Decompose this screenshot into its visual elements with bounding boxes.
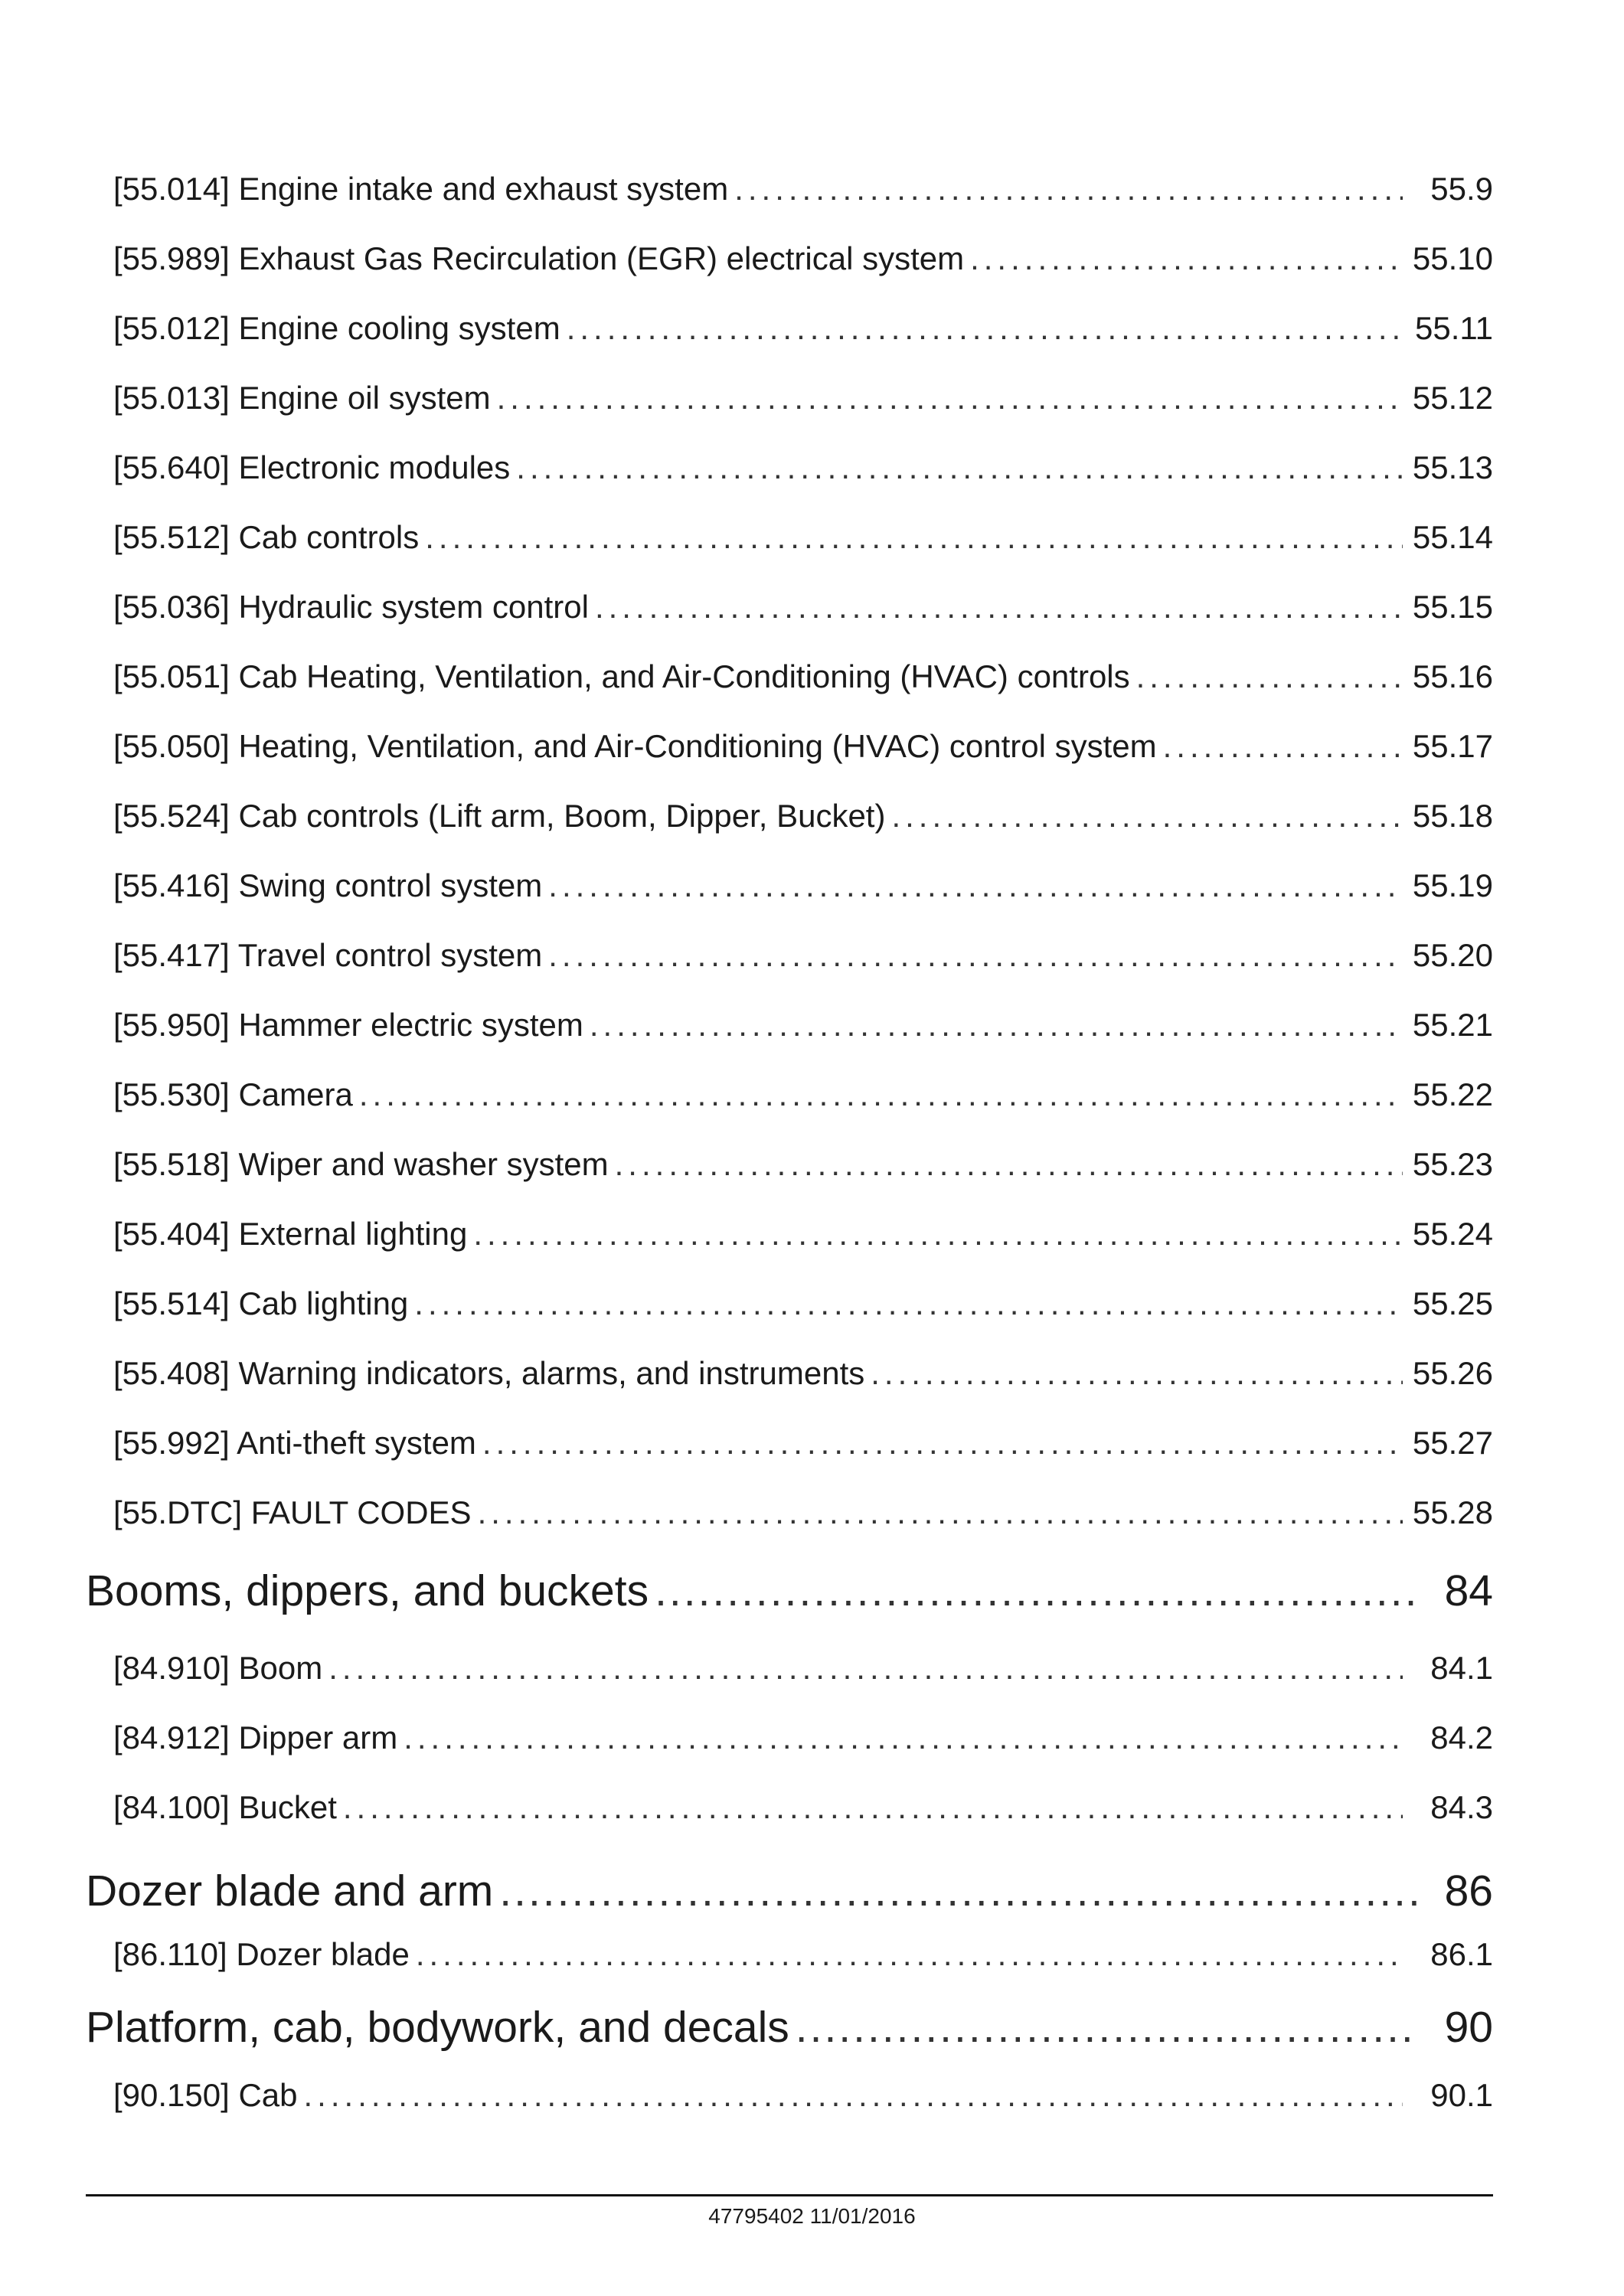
toc-entry-label: [55.051] Cab Heating, Ventilation, and Air-Conditioning (HVAC) controls — [113, 658, 1130, 694]
toc-entry[interactable] — [86, 309, 1493, 379]
toc-entry[interactable] — [86, 1215, 1493, 1285]
leader-dots — [404, 1719, 1403, 1757]
leader-dots — [871, 1354, 1403, 1393]
toc-entry-label: [55.640] Electronic modules — [113, 449, 511, 485]
toc-entry-page: 84.3 — [1430, 1789, 1493, 1825]
toc-entry-page: 55.20 — [1412, 937, 1493, 973]
toc-section-heading[interactable] — [86, 1865, 1493, 1935]
toc-entry-page: 55.14 — [1412, 519, 1493, 555]
leader-dots — [414, 1285, 1403, 1323]
leader-dots — [482, 1424, 1403, 1462]
toc-entry-label: [55.404] External lighting — [113, 1216, 468, 1252]
toc-entry-label: [55.036] Hydraulic system control — [113, 589, 589, 625]
toc-entry[interactable] — [86, 170, 1493, 240]
toc-entry-label: [55.DTC] FAULT CODES — [113, 1494, 472, 1530]
leader-dots — [590, 1006, 1403, 1044]
section-heading-label: Dozer blade and arm — [86, 1867, 494, 1916]
toc-entry-label: [55.416] Swing control system — [113, 867, 543, 903]
table-of-contents — [86, 170, 1493, 2146]
toc-entry-label: [55.417] Travel control system — [113, 937, 543, 973]
toc-entry-page: 55.24 — [1412, 1216, 1493, 1252]
leader-dots — [796, 2001, 1418, 2053]
leader-dots — [328, 1649, 1403, 1687]
toc-entry-label: [55.514] Cab lighting — [113, 1285, 409, 1321]
leader-dots — [473, 1215, 1403, 1253]
toc-entry[interactable] — [86, 240, 1493, 309]
toc-entry-page: 84.2 — [1430, 1720, 1493, 1755]
leader-dots — [655, 1565, 1418, 1617]
toc-entry[interactable] — [86, 1145, 1493, 1215]
toc-entry[interactable] — [86, 658, 1493, 727]
toc-entry[interactable] — [86, 379, 1493, 449]
toc-entry-label: [84.100] Bucket — [113, 1789, 337, 1825]
leader-dots — [304, 2076, 1403, 2115]
leader-dots — [1136, 658, 1403, 696]
toc-entry[interactable] — [86, 1076, 1493, 1145]
toc-entry-label: [55.518] Wiper and washer system — [113, 1146, 609, 1182]
leader-dots — [499, 1865, 1418, 1917]
toc-entry-page: 55.10 — [1412, 240, 1493, 276]
leader-dots — [343, 1788, 1403, 1827]
leader-dots — [359, 1076, 1403, 1114]
toc-entry-page: 90.1 — [1430, 2077, 1493, 2113]
toc-entry[interactable] — [86, 936, 1493, 1006]
toc-entry[interactable] — [86, 1649, 1493, 1719]
toc-entry-label: [55.524] Cab controls (Lift arm, Boom, Dipper, Bucket) — [113, 798, 886, 834]
toc-entry-label: [84.912] Dipper arm — [113, 1720, 398, 1755]
toc-entry-page: 84.1 — [1430, 1650, 1493, 1686]
leader-dots — [478, 1494, 1403, 1532]
leader-dots — [891, 797, 1403, 835]
toc-entry-label: [90.150] Cab — [113, 2077, 298, 2113]
leader-dots — [567, 309, 1403, 348]
toc-entry-page: 86.1 — [1430, 1936, 1493, 1972]
toc-entry[interactable] — [86, 727, 1493, 797]
toc-entry[interactable] — [86, 588, 1493, 658]
toc-entry-page: 55.13 — [1412, 449, 1493, 485]
toc-entry-label: [55.012] Engine cooling system — [113, 310, 560, 346]
toc-section-heading[interactable] — [86, 1565, 1493, 1649]
toc-entry-label: [55.013] Engine oil system — [113, 380, 491, 416]
toc-entry-label: [55.050] Heating, Ventilation, and Air-Conditioning (HVAC) control system — [113, 728, 1157, 764]
section-heading-page: 86 — [1444, 1867, 1493, 1916]
footer-doc-reference: 47795402 11/01/2016 — [708, 2204, 916, 2228]
toc-entry-page: 55.15 — [1412, 589, 1493, 625]
footer-rule — [86, 2194, 1493, 2196]
leader-dots — [970, 240, 1403, 278]
section-heading-label: Booms, dippers, and buckets — [86, 1566, 649, 1615]
toc-entry[interactable] — [86, 1719, 1493, 1788]
toc-entry[interactable] — [86, 1424, 1493, 1494]
leader-dots — [615, 1145, 1403, 1184]
toc-entry-page: 55.12 — [1412, 380, 1493, 416]
toc-entry-page: 55.21 — [1412, 1007, 1493, 1043]
leader-dots — [416, 1935, 1403, 1974]
toc-entry-label: [55.014] Engine intake and exhaust system — [113, 171, 729, 207]
toc-entry-label: [86.110] Dozer blade — [113, 1936, 410, 1972]
toc-section-heading[interactable] — [86, 2001, 1493, 2076]
toc-entry-page: 55.23 — [1412, 1146, 1493, 1182]
toc-entry-label: [84.910] Boom — [113, 1650, 323, 1686]
toc-entry-label: [55.512] Cab controls — [113, 519, 420, 555]
leader-dots — [1163, 727, 1403, 766]
toc-entry[interactable] — [86, 1006, 1493, 1076]
toc-entry[interactable] — [86, 1354, 1493, 1424]
leader-dots — [548, 936, 1403, 975]
toc-entry-label: [55.530] Camera — [113, 1076, 353, 1112]
toc-entry-page: 55.16 — [1412, 658, 1493, 694]
toc-entry-label: [55.989] Exhaust Gas Recirculation (EGR) electrical system — [113, 240, 965, 276]
toc-entry[interactable] — [86, 449, 1493, 518]
leader-dots — [425, 518, 1403, 557]
toc-entry[interactable] — [86, 2076, 1493, 2146]
toc-entry[interactable] — [86, 867, 1493, 936]
section-heading-label: Platform, cab, bodywork, and decals — [86, 2003, 789, 2052]
toc-entry-page: 55.25 — [1412, 1285, 1493, 1321]
toc-entry-page: 55.27 — [1412, 1425, 1493, 1461]
toc-entry[interactable] — [86, 797, 1493, 867]
section-heading-page: 84 — [1444, 1566, 1493, 1615]
toc-entry-page: 55.18 — [1412, 798, 1493, 834]
toc-entry[interactable] — [86, 1285, 1493, 1354]
leader-dots — [734, 170, 1403, 208]
toc-entry-label: [55.950] Hammer electric system — [113, 1007, 583, 1043]
toc-entry-page: 55.28 — [1412, 1494, 1493, 1530]
leader-dots — [595, 588, 1403, 626]
leader-dots — [497, 379, 1403, 417]
leader-dots — [516, 449, 1403, 487]
section-heading-page: 90 — [1444, 2003, 1493, 2052]
toc-entry-label: [55.992] Anti-theft system — [113, 1425, 476, 1461]
leader-dots — [548, 867, 1403, 905]
toc-entry-page: 55.11 — [1415, 310, 1493, 346]
toc-entry[interactable] — [86, 518, 1493, 588]
toc-entry-page: 55.26 — [1412, 1355, 1493, 1391]
toc-entry-page: 55.9 — [1430, 171, 1493, 207]
toc-entry-label: [55.408] Warning indicators, alarms, and instruments — [113, 1355, 865, 1391]
toc-entry-page: 55.22 — [1412, 1076, 1493, 1112]
toc-entry-page: 55.19 — [1412, 867, 1493, 903]
toc-entry-page: 55.17 — [1412, 728, 1493, 764]
